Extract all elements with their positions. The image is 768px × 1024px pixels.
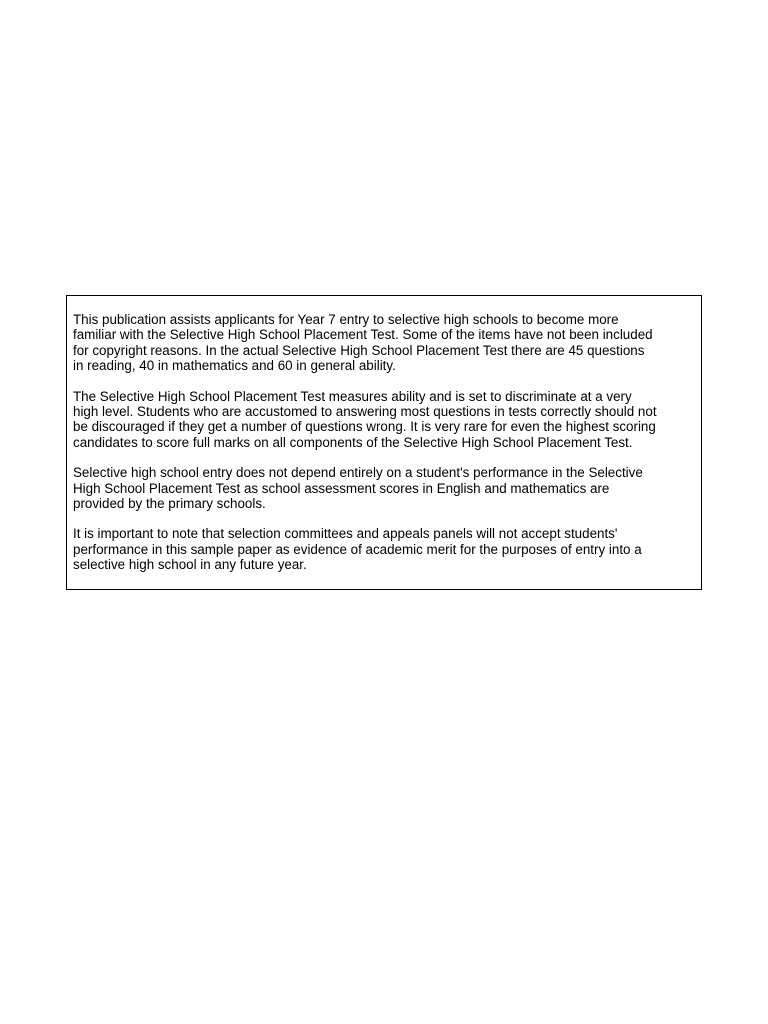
notice-box xyxy=(66,295,702,590)
notice-paragraph-publication-purpose: This publication assists applicants for Year 7 entry to selective high schools to become more familiar with the Selective High School Placement Test. Some of the items have not been included for copyright reasons. In the actual Selective High School Placement Test there are 45 questions in reading, 40 in mathematics and 60 in general ability. xyxy=(73,312,653,374)
notice-paragraph-entry-criteria: Selective high school entry does not depend entirely on a student's performance in the Selective High School Placement Test as school assessment scores in English and mathematics are provided by the primary schools. xyxy=(73,465,643,512)
notice-paragraph-sample-disclaimer: It is important to note that selection committees and appeals panels will not accept students' performance in this sample paper as evidence of academic merit for the purposes of entry into a selective high school in any future year. xyxy=(73,526,642,573)
notice-paragraph-test-difficulty: The Selective High School Placement Test measures ability and is set to discriminate at a very high level. Students who are accustomed to answering most questions in tests correctly should not be discouraged if they get a number of questions wrong. It is very rare for even the highest scoring candidates to score full marks on all components of the Selective High School Placement Test. xyxy=(73,388,657,450)
